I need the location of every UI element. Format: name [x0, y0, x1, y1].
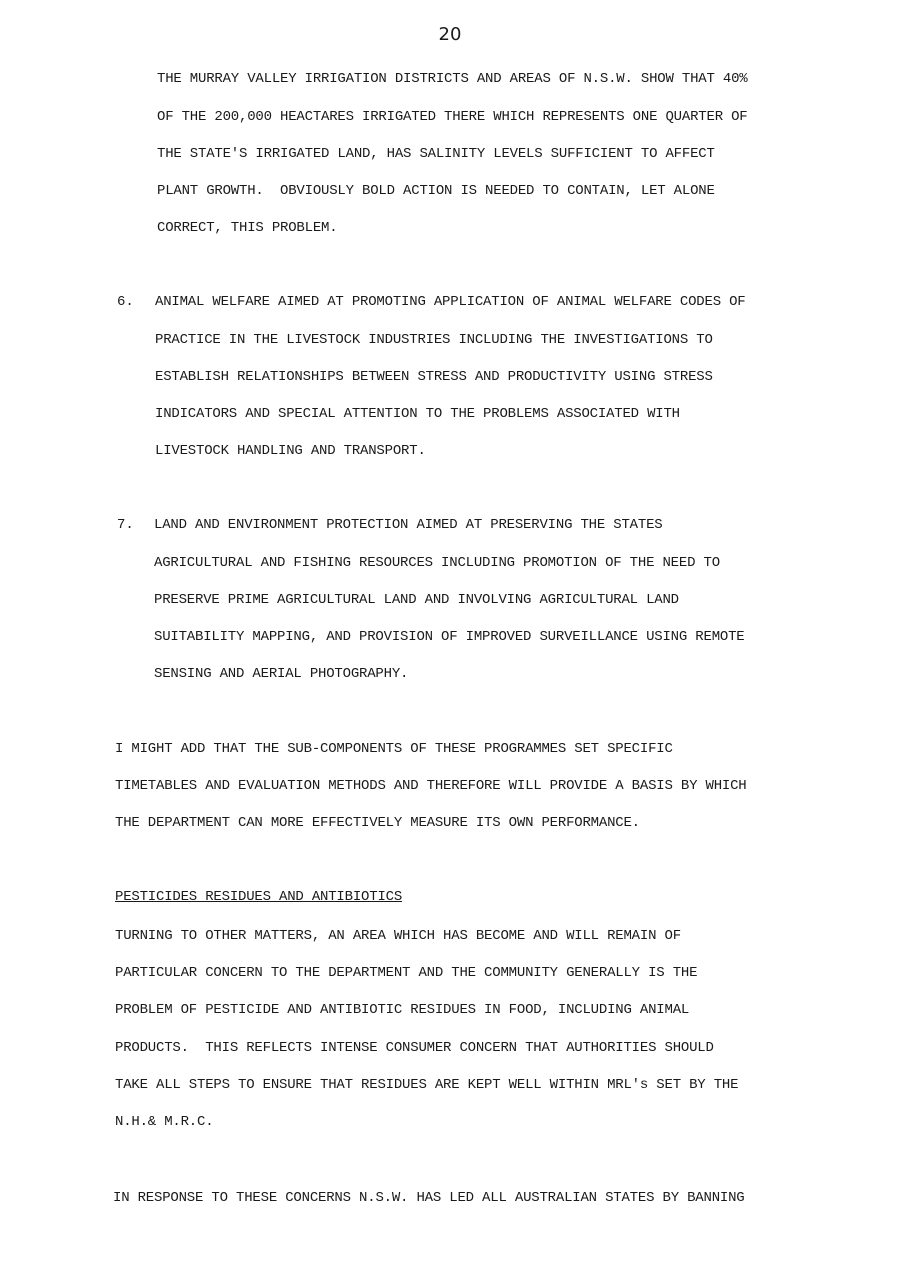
paragraph-line: PRODUCTS. THIS REFLECTS INTENSE CONSUMER CONCERN THAT AUTHORITIES SHOULD [115, 1040, 714, 1056]
paragraph-line: TIMETABLES AND EVALUATION METHODS AND THEREFORE WILL PROVIDE A BASIS BY WHICH [115, 778, 747, 794]
paragraph-line: PRACTICE IN THE LIVESTOCK INDUSTRIES INCLUDING THE INVESTIGATIONS TO [155, 332, 713, 348]
paragraph-line: I MIGHT ADD THAT THE SUB-COMPONENTS OF THESE PROGRAMMES SET SPECIFIC [115, 741, 673, 757]
paragraph-line: LAND AND ENVIRONMENT PROTECTION AIMED AT PRESERVING THE STATES [154, 517, 663, 533]
list-item-number: 6. [117, 294, 134, 310]
section-heading: PESTICIDES RESIDUES AND ANTIBIOTICS [115, 889, 403, 905]
paragraph-line: CORRECT, THIS PROBLEM. [157, 220, 338, 236]
paragraph-line: SUITABILITY MAPPING, AND PROVISION OF IMPROVED SURVEILLANCE USING REMOTE [154, 629, 745, 645]
page-number: 20 [438, 24, 462, 45]
paragraph-line: AGRICULTURAL AND FISHING RESOURCES INCLUDING PROMOTION OF THE NEED TO [154, 555, 720, 571]
paragraph-line: PROBLEM OF PESTICIDE AND ANTIBIOTIC RESIDUES IN FOOD, INCLUDING ANIMAL [115, 1002, 690, 1018]
paragraph-line: TAKE ALL STEPS TO ENSURE THAT RESIDUES ARE KEPT WELL WITHIN MRL's SET BY THE [115, 1077, 739, 1093]
paragraph-line: LIVESTOCK HANDLING AND TRANSPORT. [155, 443, 426, 459]
paragraph-line: OF THE 200,000 HEACTARES IRRIGATED THERE WHICH REPRESENTS ONE QUARTER OF [157, 109, 748, 125]
paragraph-line: THE MURRAY VALLEY IRRIGATION DISTRICTS AND AREAS OF N.S.W. SHOW THAT 40% [157, 71, 748, 87]
paragraph-line: PRESERVE PRIME AGRICULTURAL LAND AND INVOLVING AGRICULTURAL LAND [154, 592, 679, 608]
paragraph-line: THE STATE'S IRRIGATED LAND, HAS SALINITY LEVELS SUFFICIENT TO AFFECT [157, 146, 715, 162]
paragraph-line: N.H.& M.R.C. [115, 1114, 214, 1130]
paragraph-line: ESTABLISH RELATIONSHIPS BETWEEN STRESS AND PRODUCTIVITY USING STRESS [155, 369, 713, 385]
paragraph-line: IN RESPONSE TO THESE CONCERNS N.S.W. HAS LED ALL AUSTRALIAN STATES BY BANNING [113, 1190, 745, 1206]
paragraph-line: ANIMAL WELFARE AIMED AT PROMOTING APPLICATION OF ANIMAL WELFARE CODES OF [155, 294, 746, 310]
paragraph-line: PLANT GROWTH. OBVIOUSLY BOLD ACTION IS NEEDED TO CONTAIN, LET ALONE [157, 183, 715, 199]
paragraph-line: TURNING TO OTHER MATTERS, AN AREA WHICH HAS BECOME AND WILL REMAIN OF [115, 928, 681, 944]
paragraph-line: SENSING AND AERIAL PHOTOGRAPHY. [154, 666, 409, 682]
paragraph-line: PARTICULAR CONCERN TO THE DEPARTMENT AND THE COMMUNITY GENERALLY IS THE [115, 965, 698, 981]
paragraph-line: THE DEPARTMENT CAN MORE EFFECTIVELY MEASURE ITS OWN PERFORMANCE. [115, 815, 640, 831]
paragraph-line: INDICATORS AND SPECIAL ATTENTION TO THE PROBLEMS ASSOCIATED WITH [155, 406, 680, 422]
list-item-number: 7. [117, 517, 134, 533]
